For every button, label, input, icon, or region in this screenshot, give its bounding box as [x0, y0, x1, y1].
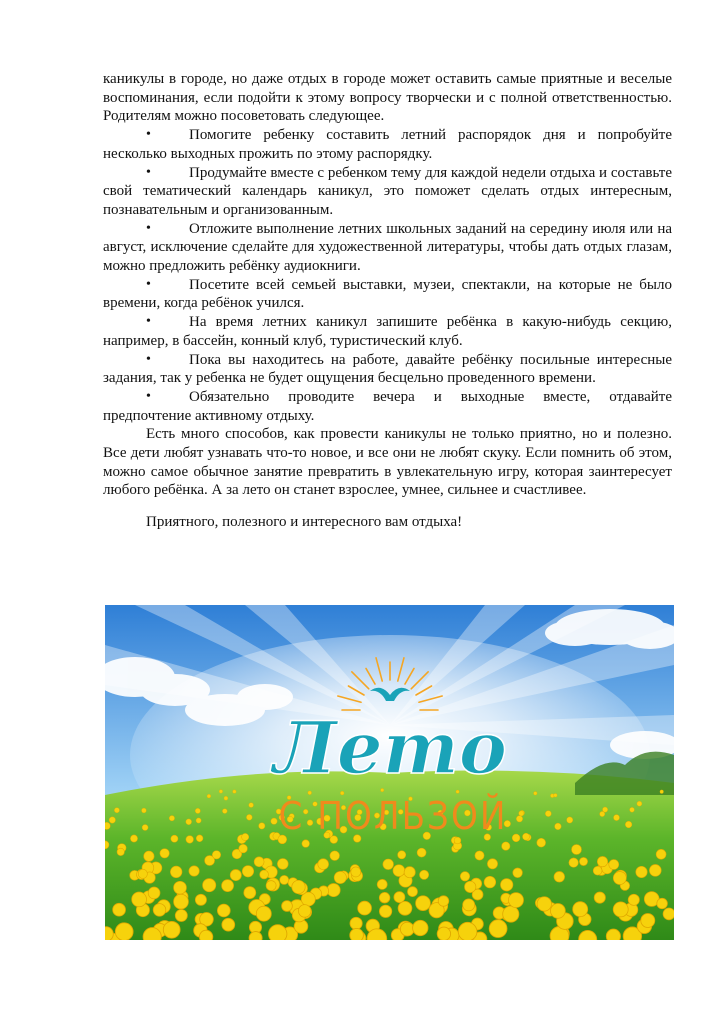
dandelion — [153, 904, 166, 917]
dandelion — [130, 835, 137, 842]
dandelion — [377, 879, 387, 889]
dandelion — [222, 809, 227, 814]
dandelion — [219, 790, 223, 794]
dandelion — [408, 887, 418, 897]
dandelion — [132, 892, 147, 907]
dandelion — [600, 811, 605, 816]
dandelion — [144, 851, 154, 861]
dandelion — [189, 866, 199, 876]
dandelion — [484, 876, 496, 888]
dandelion — [512, 834, 520, 842]
dandelion — [606, 929, 620, 940]
dandelion — [330, 851, 340, 861]
dandelion — [222, 880, 234, 892]
dandelion — [383, 859, 394, 870]
dandelion — [292, 880, 305, 893]
bullet-item: • Продумайте вместе с ребенком тему для каждой недели отдыха и составьте свой тематический календарь каникул, это поможет сделать отдых интересным, познавательным и организованным. — [103, 164, 672, 220]
dandelion — [207, 794, 211, 798]
bullet-item: • Отложите выполнение летних школьных заданий на середину июля или на август, исключение сделайте для художественной литературы, чтобы дать отдых глазам, можно предложить ребёнку аудиокниги. — [103, 220, 672, 276]
dandelion — [105, 822, 110, 829]
dandelion — [334, 871, 346, 883]
dandelion — [438, 896, 449, 907]
dandelion — [138, 869, 147, 878]
dandelion — [614, 815, 620, 821]
dandelion — [318, 859, 329, 870]
dandelion — [230, 870, 241, 881]
bullet-item: • Посетите всей семьей выставки, музеи, спектакли, на которые не было времени, когда ребёнок учился. — [103, 276, 672, 313]
dandelion — [502, 842, 510, 850]
dandelion — [282, 901, 293, 912]
dandelion — [630, 807, 635, 812]
dandelion — [350, 917, 362, 929]
dandelion — [169, 816, 174, 821]
dandelion — [609, 860, 619, 870]
dandelion — [509, 893, 524, 908]
dandelion — [249, 803, 254, 808]
dandelion — [242, 866, 253, 877]
dandelion — [657, 898, 668, 909]
dandelion — [637, 801, 642, 806]
dandelion — [142, 825, 148, 831]
dandelion — [222, 918, 235, 931]
paragraph-intro: каникулы в городе, но даже отдых в городе может оставить самые приятные и веселые воспоминания, если подойти к этому вопросу творчески и с полной ответственностью. Родителям можно посоветовать следующее. — [103, 71, 672, 125]
dandelion — [196, 818, 201, 823]
dandelion — [554, 794, 558, 798]
dandelion — [458, 922, 477, 940]
dandelion — [417, 848, 426, 857]
dandelion — [224, 796, 228, 800]
dandelion — [475, 851, 484, 860]
dandelion — [244, 887, 256, 899]
paragraph-closing-wish: Приятного, полезного и интересного вам отдыха! — [146, 514, 463, 531]
dandelion — [628, 894, 639, 905]
dandelion — [212, 851, 220, 859]
dandelion — [199, 930, 212, 940]
dandelion — [115, 923, 133, 940]
dandelion — [594, 892, 605, 903]
dandelion — [171, 835, 178, 842]
dandelion — [148, 887, 160, 899]
dandelion — [613, 902, 628, 917]
dandelion — [516, 816, 522, 822]
bullet-item: • Помогите ребенку составить летний распорядок дня и попробуйте несколько выходных прожить по этому распорядку. — [103, 126, 672, 163]
dandelion — [537, 838, 546, 847]
bullet-item: • На время летних каникул запишите ребёнка в какую-нибудь секцию, например, в бассейн, конный клуб, туристический клуб. — [103, 313, 672, 350]
dandelion — [555, 823, 562, 830]
dandelion — [246, 814, 252, 820]
dandelion — [259, 823, 265, 829]
dandelion — [271, 818, 277, 824]
illustration-subtitle: С ПОЛЬЗОЙ — [278, 794, 508, 838]
dandelion — [420, 870, 429, 879]
dandelion — [437, 927, 450, 940]
dandelion — [239, 844, 248, 853]
dandelion — [196, 835, 203, 842]
dandelion — [186, 836, 194, 844]
dandelion — [260, 870, 269, 879]
dandelion — [114, 808, 119, 813]
dandelion — [109, 817, 115, 823]
dandelion — [537, 897, 551, 911]
dandelion — [465, 881, 476, 892]
dandelion — [277, 859, 288, 870]
dandelion — [572, 845, 582, 855]
dandelion — [613, 872, 626, 885]
dandelion — [393, 865, 405, 877]
dandelion — [569, 858, 578, 867]
bullet-item: • Обязательно проводите вечера и выходные вместе, отдавайте предпочтение активному отдыху. — [103, 388, 672, 425]
dandelion — [186, 819, 192, 825]
dandelion — [398, 851, 406, 859]
bullet-item: • Пока вы находитесь на работе, давайте ребёнку посильные интересные задания, так у ребенка не будет ощущения бесцельно проведенного времени. — [103, 351, 672, 388]
dandelion — [170, 866, 182, 878]
dandelion — [160, 849, 169, 858]
dandelion — [523, 833, 530, 840]
dandelion — [350, 928, 364, 940]
dandelion — [513, 868, 523, 878]
paragraph-conclusion: Есть много способов, как провести каникулы не только приятно, но и полезно. Все дети любят узнавать что-то новое, и все они не любят скуку. Если помнить об этом, можно самое обычное занятие превратить в увлекательную игру, которая заинтересует любого ребёнка. А за лето он станет взрослее, умнее, сильнее и счастливее. — [103, 426, 672, 499]
dandelion — [174, 894, 189, 909]
dandelion — [636, 866, 647, 877]
dandelion — [298, 905, 311, 918]
dandelion — [195, 808, 200, 813]
dandelion — [551, 904, 566, 919]
dandelion — [625, 821, 632, 828]
dandelion — [400, 922, 414, 936]
dandelion — [142, 808, 147, 813]
dandelion — [597, 856, 607, 866]
illustration-title: Лето — [273, 705, 507, 790]
dandelion — [302, 840, 310, 848]
dandelion — [519, 811, 524, 816]
summer-illustration-svg — [105, 605, 674, 940]
dandelion — [195, 894, 206, 905]
dandelion — [379, 905, 391, 917]
dandelion — [398, 901, 412, 915]
dandelion — [579, 857, 587, 865]
dandelion — [545, 811, 551, 817]
dandelion — [266, 881, 276, 891]
dandelion — [641, 914, 655, 928]
dandelion — [534, 792, 538, 796]
dandelion — [203, 879, 216, 892]
dandelion — [242, 833, 249, 840]
dandelion — [454, 837, 461, 844]
dandelion — [217, 904, 230, 917]
dandelion — [649, 865, 661, 877]
dandelion — [117, 848, 124, 855]
dandelion — [351, 867, 361, 877]
dandelion — [249, 932, 262, 941]
dandelion — [174, 881, 187, 894]
dandelion — [175, 910, 187, 922]
document-body — [103, 70, 672, 532]
dandelion — [456, 790, 459, 793]
dandelion — [163, 921, 180, 938]
dandelion — [487, 859, 497, 869]
dandelion — [233, 790, 237, 794]
dandelion — [280, 875, 289, 884]
dandelion — [656, 849, 666, 859]
dandelion — [379, 892, 390, 903]
dandelion — [660, 790, 664, 794]
dandelion — [113, 903, 126, 916]
dandelion — [413, 920, 428, 935]
dandelion — [256, 906, 271, 921]
dandelion — [663, 908, 674, 920]
dandelion — [254, 857, 264, 867]
dandelion — [573, 902, 588, 917]
summer-illustration — [105, 605, 674, 940]
dandelion — [460, 872, 469, 881]
dandelion — [269, 925, 287, 940]
dandelion — [416, 896, 431, 911]
dandelion — [394, 892, 405, 903]
dandelion — [503, 906, 519, 922]
dandelion — [554, 872, 565, 883]
dandelion — [358, 901, 372, 915]
dandelion — [463, 899, 475, 911]
dandelion — [593, 866, 602, 875]
dandelion — [501, 879, 513, 891]
dandelion — [404, 867, 415, 878]
dandelion — [567, 817, 573, 823]
dandelion — [489, 920, 507, 938]
